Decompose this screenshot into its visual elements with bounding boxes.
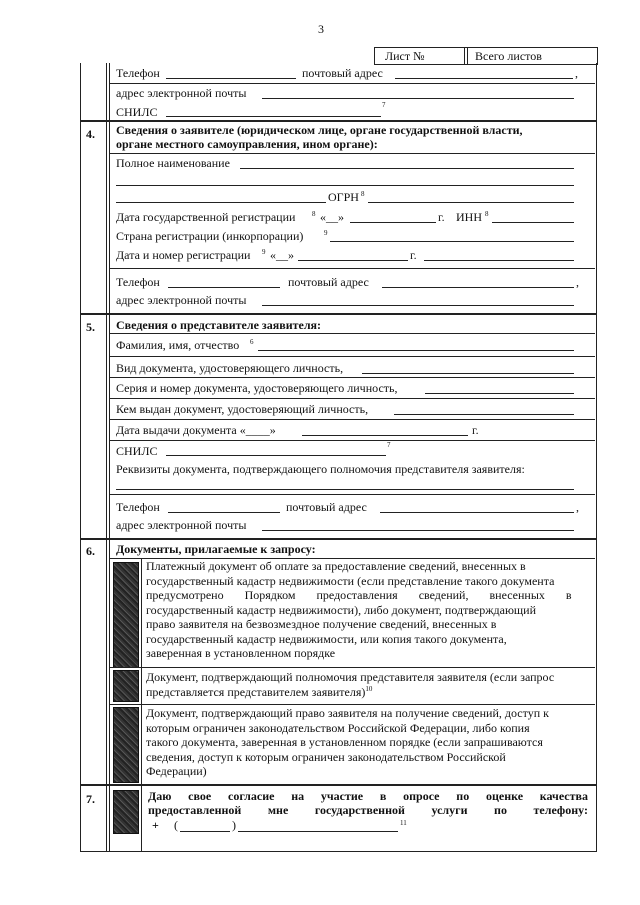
top-email-label: адрес электронной почты bbox=[116, 86, 247, 100]
item-authority-doc: Документ, подтверждающий полномочия представителя заявителя (если запрос представляется представителем заявителя)$^{10}$ bbox=[146, 670, 555, 699]
section6-number: 6. bbox=[86, 544, 95, 558]
total-sheets-label: Всего листов bbox=[475, 49, 542, 63]
doc-type-label: Вид документа, удостоверяющего личность, bbox=[116, 361, 344, 375]
doc-issuer-label: Кем выдан документ, удостоверяющий личность, bbox=[116, 402, 369, 416]
payment-doc-checkbox[interactable] bbox=[113, 562, 139, 668]
section5-snils-label: СНИЛС bbox=[116, 444, 158, 458]
section5-title: Сведения о представителе заявителя: bbox=[116, 318, 322, 332]
reg-number-label: Дата и номер регистрации bbox=[116, 248, 251, 262]
section5-email-label: адрес электронной почты bbox=[116, 518, 247, 532]
item-payment-doc: Платежный документ об оплате за предоставление сведений, внесенных в государственный кадастр недвижимости (если представление такого документа предусмотрено Порядком предоставления сведений, внесенных в государственный кадастр недвижимости), либо документ, подтверждающий право заявителя на безвозмездное получение сведений, внесенных в государственный кадастр недвижимости, или копия такого документа, заверенная в установленном порядке bbox=[146, 559, 572, 660]
section6-title: Документы, прилагаемые к запросу: bbox=[116, 542, 316, 556]
section7-number: 7. bbox=[86, 792, 95, 806]
inn-label: ИНН bbox=[456, 210, 482, 224]
doc-date-label: Дата выдачи документа «____» bbox=[116, 423, 276, 437]
access-right-doc-checkbox[interactable] bbox=[113, 707, 139, 783]
country-label: Страна регистрации (инкорпорации) bbox=[116, 229, 304, 243]
section4-number: 4. bbox=[86, 127, 95, 141]
section5-phone-label: Телефон bbox=[116, 500, 160, 514]
ogrn-label: ОГРН bbox=[328, 190, 359, 204]
page-number: 3 bbox=[318, 22, 324, 36]
reg-date-label: Дата государственной регистрации bbox=[116, 210, 296, 224]
section5-number: 5. bbox=[86, 320, 95, 334]
top-snils-label: СНИЛС bbox=[116, 105, 158, 119]
survey-consent-checkbox[interactable] bbox=[113, 790, 139, 834]
section5-postal-label: почтовый адрес bbox=[286, 500, 367, 514]
authority-doc-checkbox[interactable] bbox=[113, 670, 139, 702]
section4-email-label: адрес электронной почты bbox=[116, 293, 247, 307]
survey-consent-text: Даю свое согласие на участие в опросе по оценке качества bbox=[148, 789, 588, 803]
doc-series-label: Серия и номер документа, удостоверяющего личность, bbox=[116, 381, 398, 395]
top-postal-label: почтовый адрес bbox=[302, 66, 383, 80]
section4-title: Сведения о заявителе (юридическом лице, органе государственной власти, bbox=[116, 123, 523, 137]
section4-phone-label: Телефон bbox=[116, 275, 160, 289]
fio-label: Фамилия, имя, отчество bbox=[116, 338, 240, 352]
authority-label: Реквизиты документа, подтверждающего полномочия представителя заявителя: bbox=[116, 462, 525, 476]
top-phone-label: Телефон bbox=[116, 66, 160, 80]
item-access-right-doc: Документ, подтверждающий право заявителя на получение сведений, доступ к которым ограничен законодательством Российской Федерации, либо копия такого документа, заверенная в установленном порядке (если запрашиваются сведения, доступ к которым ограничен законодательством Российской Федерации) bbox=[146, 706, 549, 778]
full-name-label: Полное наименование bbox=[116, 156, 230, 170]
section4-postal-label: почтовый адрес bbox=[288, 275, 369, 289]
sheet-number-label: Лист № bbox=[385, 49, 425, 63]
